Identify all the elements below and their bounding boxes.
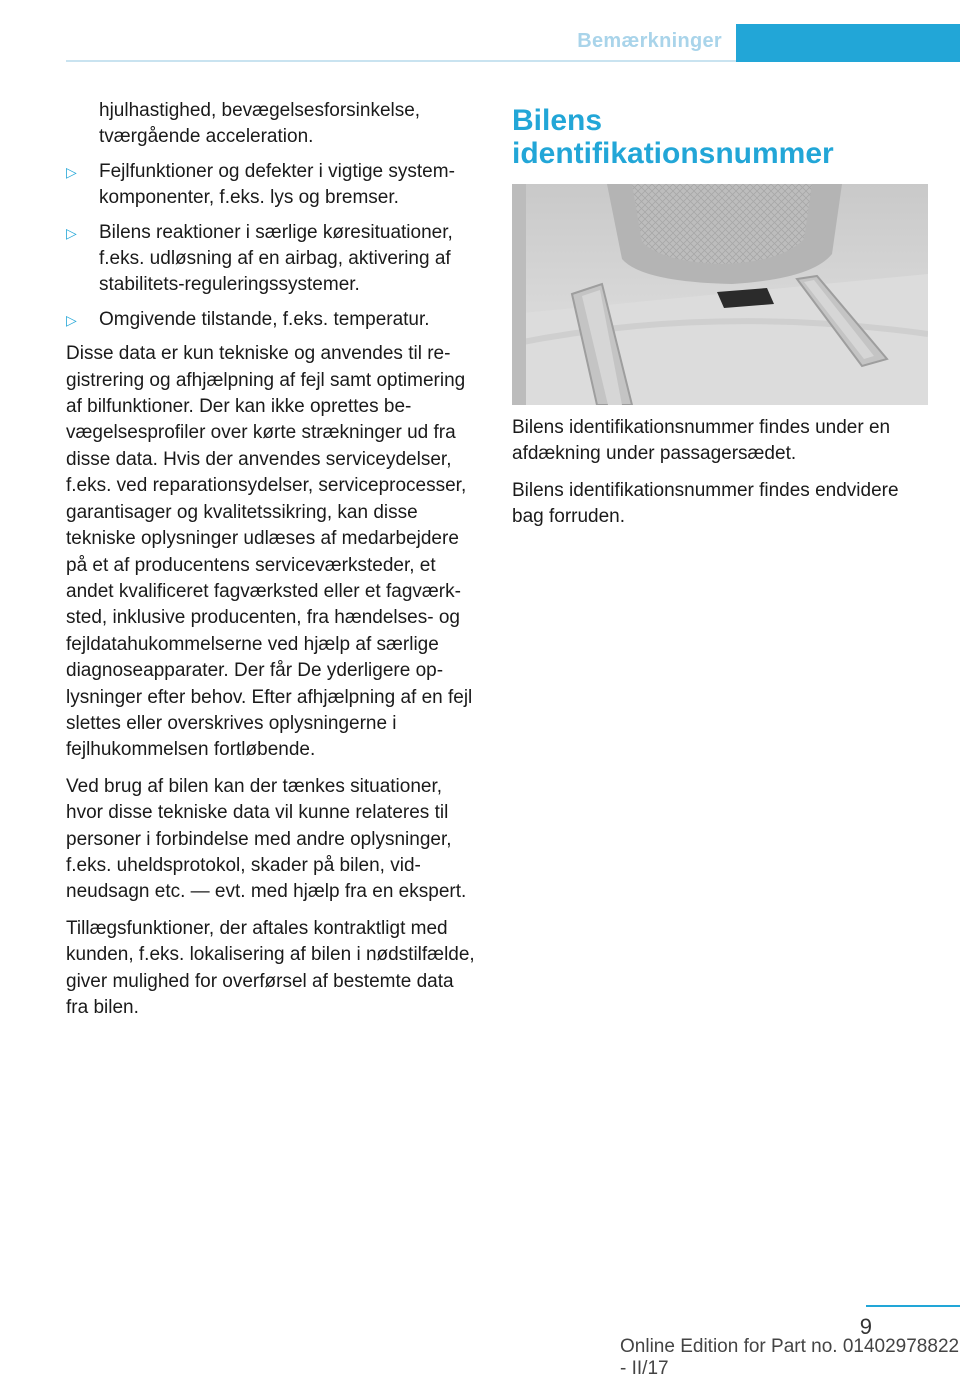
body-paragraph: Tillægsfunktioner, der aftales kontraktligt med kunden, f.eks. lokalisering af bilen i nødstilfælde, giver mulighed for overførsel af bestemte data fra bilen.	[66, 917, 475, 1018]
body-paragraph: Disse data er kun tekniske og anvendes til registrering og afhjælpning af fejl samt optimering af bilfunktioner. Der kan ikke oprettes bevægelsesprofiler over kørte strækninger ud fra disse data. Hvis der anvendes serviceydelser, f.eks. ved reparationsydelser, serviceprocesser, garantisager og kvalitetssikring, kan disse tekniske oplysninger udlæses af medarbejdere på et af producentens serviceværksteder, et andet kvalificeret fagværksted eller et fagværksted, inklusive producenten, fra hændelses- og fejldatahukommelserne ved hjælp af særlige diagnoseapparater. Der får De yderligere oplysninger efter behov. Efter afhjælpning af en fejl slettes eller overskrives oplysningerne i fejlhukommelsen fortløbende.	[66, 343, 473, 761]
section-heading: Bilens identifikationsnummer	[512, 104, 834, 170]
bullet-item	[66, 307, 480, 333]
bullet-text: Fejlfunktioner og defekter i vigtige systemkomponenter, f.eks. lys og bremser.	[99, 160, 455, 209]
triangle-right-icon: ▷	[66, 311, 77, 328]
page-number: 9	[859, 1314, 872, 1339]
bullet-item	[66, 220, 480, 299]
intro-continuation: hjulhastighed, bevægelsesforsinkelse, tværgående acceleration.	[99, 100, 421, 148]
triangle-right-icon: ▷	[66, 163, 77, 180]
right-column	[512, 98, 932, 541]
body-paragraph: Ved brug af bilen kan der tænkes situationer, hvor disse tekniske data vil kunne relateres til personer i forbindelse med andre oplysninger, f.eks. uheldsprotokol, skader på bilen, vidneudsagn etc. — evt. med hjælp fra en ekspert.	[66, 775, 467, 903]
body-paragraph: Bilens identifikationsnummer findes under en afdækning under passagersædet.	[512, 417, 891, 465]
left-column	[66, 98, 480, 1031]
bullet-item	[66, 159, 480, 212]
header-title: Bemærkninger	[577, 30, 722, 52]
bullet-text: Bilens reaktioner i særlige køresituationer, f.eks. udløsning af en airbag, aktivering af stabilitets-reguleringssystemer.	[99, 221, 453, 296]
footer-edition: Online Edition for Part no. 01402978822 - II/17	[620, 1336, 960, 1379]
triangle-right-icon: ▷	[66, 224, 77, 241]
body-paragraph: Bilens identifikationsnummer findes endvidere bag forruden.	[512, 479, 899, 528]
seat-vin-photo	[512, 184, 928, 405]
header-accent-block	[736, 24, 960, 62]
bullet-text: Omgivende tilstande, f.eks. temperatur.	[99, 308, 430, 330]
footer-rule	[866, 1305, 960, 1307]
